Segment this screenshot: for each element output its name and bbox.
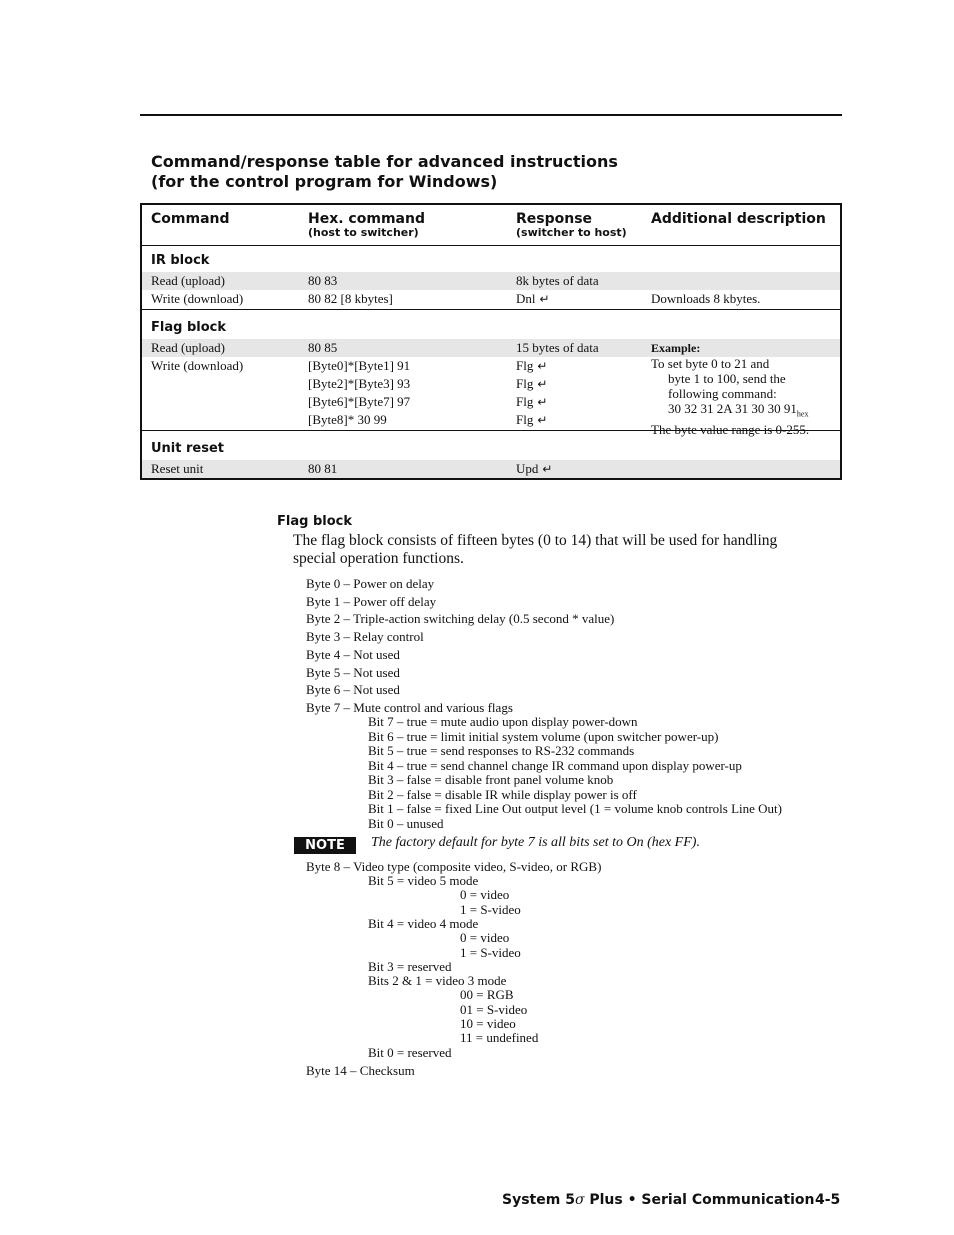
section-divider (142, 430, 840, 431)
example-line-3: following command: (668, 386, 777, 401)
bit-item: Bit 4 – true = send channel change IR command upon display power-up (368, 757, 742, 773)
note-text: The factory default for byte 7 is all bits set to On (hex FF). (371, 835, 700, 850)
footer-product: System 5 (502, 1192, 575, 1208)
flag-response-text: Flg (516, 412, 534, 427)
byte-item: Byte 7 – Mute control and various flags (306, 700, 513, 715)
flag-write-hex-1: [Byte0]*[Byte1] 91 (308, 358, 411, 373)
section-ir-block: IR block (151, 253, 210, 268)
flag-block-heading: Flag block (277, 514, 352, 529)
flag-write-response-4 (516, 411, 547, 429)
header-hex-sub: (host to switcher) (308, 226, 419, 239)
ir-write-desc: Downloads 8 kbytes. (651, 291, 761, 306)
return-icon: ↵ (539, 292, 550, 306)
byte8-line: Bit 4 = video 4 mode (368, 915, 479, 931)
byte-item: Byte 0 – Power on delay (306, 576, 435, 591)
flag-write-hex-3: [Byte6]*[Byte7] 97 (308, 394, 411, 409)
table-header-row (142, 205, 840, 246)
sigma-symbol: σ (574, 1192, 585, 1208)
return-icon: ↵ (537, 377, 548, 391)
byte8-line: 0 = video (460, 930, 510, 946)
header-command: Command (151, 211, 230, 227)
reset-response (516, 460, 552, 478)
flag-block-paragraph (293, 532, 777, 568)
flag-write-response-3 (516, 393, 547, 411)
ir-write-response-text: Dnl (516, 291, 536, 306)
byte-item: Byte 1 – Power off delay (306, 594, 437, 609)
byte8-line: 1 = S-video (460, 944, 521, 960)
footer-rest: Plus • Serial Communication (584, 1192, 815, 1208)
ir-write-command: Write (download) (151, 291, 244, 306)
note-badge: NOTE (294, 837, 356, 854)
example-line-2: byte 1 to 100, send the (668, 371, 786, 386)
bit-item: Bit 6 – true = limit initial system volume (upon switcher power-up) (368, 728, 719, 744)
bit-item: Bit 2 – false = disable IR while display power is off (368, 786, 637, 802)
hex-subscript: hex (796, 409, 809, 419)
ir-write-response (516, 290, 550, 308)
section-unit-reset: Unit reset (151, 441, 225, 456)
bit-item: Bit 5 – true = send responses to RS-232 commands (368, 743, 635, 758)
example-command-hex: 30 32 31 2A 31 30 30 91 (668, 401, 797, 416)
footer-title (502, 1192, 814, 1208)
example-line-4 (651, 401, 809, 422)
flag-write-hex-4: [Byte8]* 30 99 (308, 412, 387, 427)
byte8-line: Bit 0 = reserved (368, 1044, 452, 1060)
flag-write-command: Write (download) (151, 358, 244, 373)
byte8-line: 00 = RGB (460, 987, 514, 1003)
return-icon: ↵ (542, 462, 553, 476)
table-title (151, 152, 771, 192)
row-band (142, 339, 840, 357)
flag-response-text: Flg (516, 394, 534, 409)
example-line-1: To set byte 0 to 21 and (651, 356, 770, 371)
byte-item: Byte 3 – Relay control (306, 629, 424, 644)
page-number: 4-5 (815, 1192, 841, 1208)
byte8-line: Bit 3 = reserved (368, 958, 452, 974)
header-response-label: Response (516, 211, 593, 227)
table-title-line-2: (for the control program for Windows) (151, 172, 498, 191)
flag-response-text: Flg (516, 358, 534, 373)
byte14-item: Byte 14 – Checksum (306, 1063, 415, 1078)
bit-item: Bit 1 – false = fixed Line Out output level (1 = volume knob controls Line Out) (368, 801, 782, 816)
ir-write-hex: 80 82 [8 kbytes] (308, 291, 393, 306)
command-response-table (140, 203, 842, 480)
bit-item: Bit 0 – unused (368, 815, 444, 831)
reset-hex: 80 81 (308, 461, 338, 476)
bit-item: Bit 3 – false = disable front panel volume knob (368, 772, 614, 787)
table-title-line-1: Command/response table for advanced instructions (151, 152, 618, 171)
flag-response-text: Flg (516, 376, 534, 391)
return-icon: ↵ (537, 359, 548, 373)
byte8-line: 10 = video (460, 1016, 516, 1031)
ir-read-command: Read (upload) (151, 273, 226, 288)
flag-write-response-2 (516, 375, 547, 393)
byte-item: Byte 4 – Not used (306, 647, 400, 662)
byte-item: Byte 6 – Not used (306, 682, 400, 697)
byte8-line: Bit 5 = video 5 mode (368, 873, 479, 888)
byte8-line: Bits 2 & 1 = video 3 mode (368, 973, 507, 989)
reset-response-text: Upd (516, 461, 539, 476)
byte8-item: Byte 8 – Video type (composite video, S-video, or RGB) (306, 859, 602, 874)
row-band (142, 272, 840, 290)
flag-example-label: Example: (651, 341, 701, 355)
paragraph-line-2: special operation functions. (293, 550, 464, 567)
row-band (142, 460, 840, 478)
flag-write-response-1 (516, 357, 547, 375)
flag-read-response: 15 bytes of data (516, 340, 599, 355)
header-response-sub: (switcher to host) (516, 226, 627, 239)
header-response (516, 211, 627, 239)
ir-read-response: 8k bytes of data (516, 273, 599, 288)
byte8-line: 1 = S-video (460, 901, 521, 917)
byte8-line: 11 = undefined (460, 1030, 539, 1046)
return-icon: ↵ (537, 395, 548, 409)
byte-item: Byte 5 – Not used (306, 665, 400, 680)
paragraph-line-1: The flag block consists of fifteen bytes (0 to 14) that will be used for handling (293, 532, 778, 549)
return-icon: ↵ (537, 413, 548, 427)
section-flag-block: Flag block (151, 320, 226, 335)
byte-item: Byte 2 – Triple-action switching delay (0.5 second * value) (306, 611, 615, 626)
reset-command: Reset unit (151, 461, 204, 476)
flag-write-hex-2: [Byte2]*[Byte3] 93 (308, 376, 411, 391)
section-divider (142, 309, 840, 310)
header-additional: Additional description (651, 211, 826, 227)
flag-read-hex: 80 85 (308, 340, 338, 355)
flag-example-desc (651, 356, 809, 437)
ir-read-hex: 80 83 (308, 273, 338, 288)
top-rule (140, 114, 842, 116)
header-hex-command (308, 211, 425, 239)
bit-item: Bit 7 – true = mute audio upon display power-down (368, 714, 638, 729)
header-hex-label: Hex. command (308, 211, 425, 227)
byte8-line: 0 = video (460, 887, 510, 903)
flag-read-command: Read (upload) (151, 340, 226, 355)
byte8-line: 01 = S-video (460, 1001, 528, 1017)
